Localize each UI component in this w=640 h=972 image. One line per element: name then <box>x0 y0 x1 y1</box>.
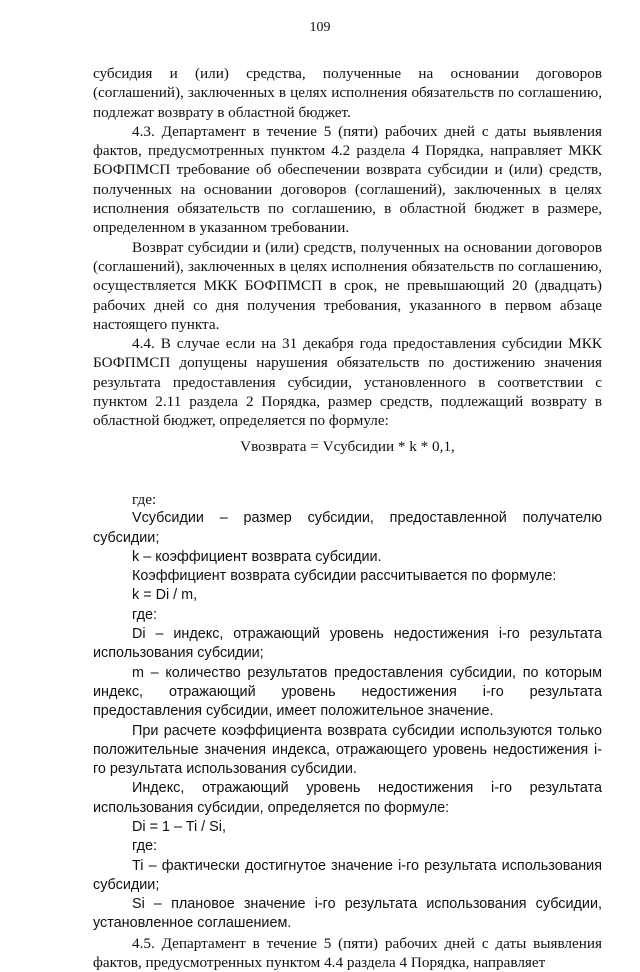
where-label-1: где: <box>132 490 157 508</box>
definition-si: Si – плановое значение i-го результата использования субсидии, установленное соглашением. <box>93 896 602 932</box>
paragraph-4-3: 4.3. Департамент в течение 5 (пяти) рабочих дней с даты выявления фактов, предусмотренных пунктом 4.2 раздела 4 Порядка, направляет МКК БОФПМСП требование об обеспечении возврата субсидии и (или) средств, полученных на основании договоров (соглашений), заключенных в целях исполнения обязательств по соглашению, в областной бюджет в размере, определенном в указанном требовании. <box>93 122 602 237</box>
paragraph-4-4: 4.4. В случае если на 31 декабря года предоставления субсидии МКК БОФПМСП допущены нарушения обязательств по достижению значения результата предоставления субсидии, установленного в соответствии с пунктом 2.11 раздела 2 Порядка, размер средств, подлежащий возврату в областной бюджет, определяется по формуле: <box>93 335 602 430</box>
definition-v: Vсубсидии – размер субсидии, предоставленной получателю субсидии; <box>93 510 602 546</box>
paragraph-4-5: 4.5. Департамент в течение 5 (пяти) рабочих дней с даты выявления фактов, предусмотренных пунктом 4.4 раздела 4 Порядка, направляет <box>93 934 602 972</box>
formula-refund: Vвозврата = Vсубсидии * k * 0,1, <box>240 437 455 455</box>
paragraph-refund-term: Возврат субсидии и (или) средств, полученных на основании договоров (соглашений), заключенных в целях исполнения обязательств по соглашению, осуществляется МКК БОФПМСП в срок, не превышающий 20 (двадцать) рабочих дней со дня получения требования, указанного в первом абзаце настоящего пункта. <box>93 238 602 333</box>
index-intro: Индекс, отражающий уровень недостижения i-го результата использования субсидии, определяется по формуле: <box>93 780 602 816</box>
coefficient-intro: Коэффициент возврата субсидии рассчитывается по формуле: <box>132 568 557 585</box>
paragraph-continuation: субсидия и (или) средства, полученные на основании договоров (соглашений), заключенных в целях исполнения обязательств по соглашению, подлежат возврату в областной бюджет. <box>93 65 602 121</box>
page-number: 109 <box>309 20 331 35</box>
where-label-3: где: <box>132 838 158 855</box>
definition-di: Di – индекс, отражающий уровень недостижения i-го результата использования субсидии; <box>93 626 602 662</box>
definition-ti: Ti – фактически достигнутое значение i-го результата использования субсидии; <box>93 857 602 893</box>
calculation-note: При расчете коэффициента возврата субсидии используются только положительные значения индекса, отражающего уровень недостижения i-го результата использования субсидии. <box>93 722 602 778</box>
definition-k: k – коэффициент возврата субсидии. <box>132 548 382 565</box>
formula-index: Di = 1 – Ti / Si, <box>132 818 226 835</box>
document-body <box>93 64 602 972</box>
where-label-2: где: <box>132 606 158 623</box>
definition-m: m – количество результатов предоставления субсидии, по которым индекс, отражающий уровень недостижения i-го результата предоставления субсидии, имеет положительное значение. <box>93 664 602 720</box>
formula-coefficient: k = Di / m, <box>132 587 198 604</box>
